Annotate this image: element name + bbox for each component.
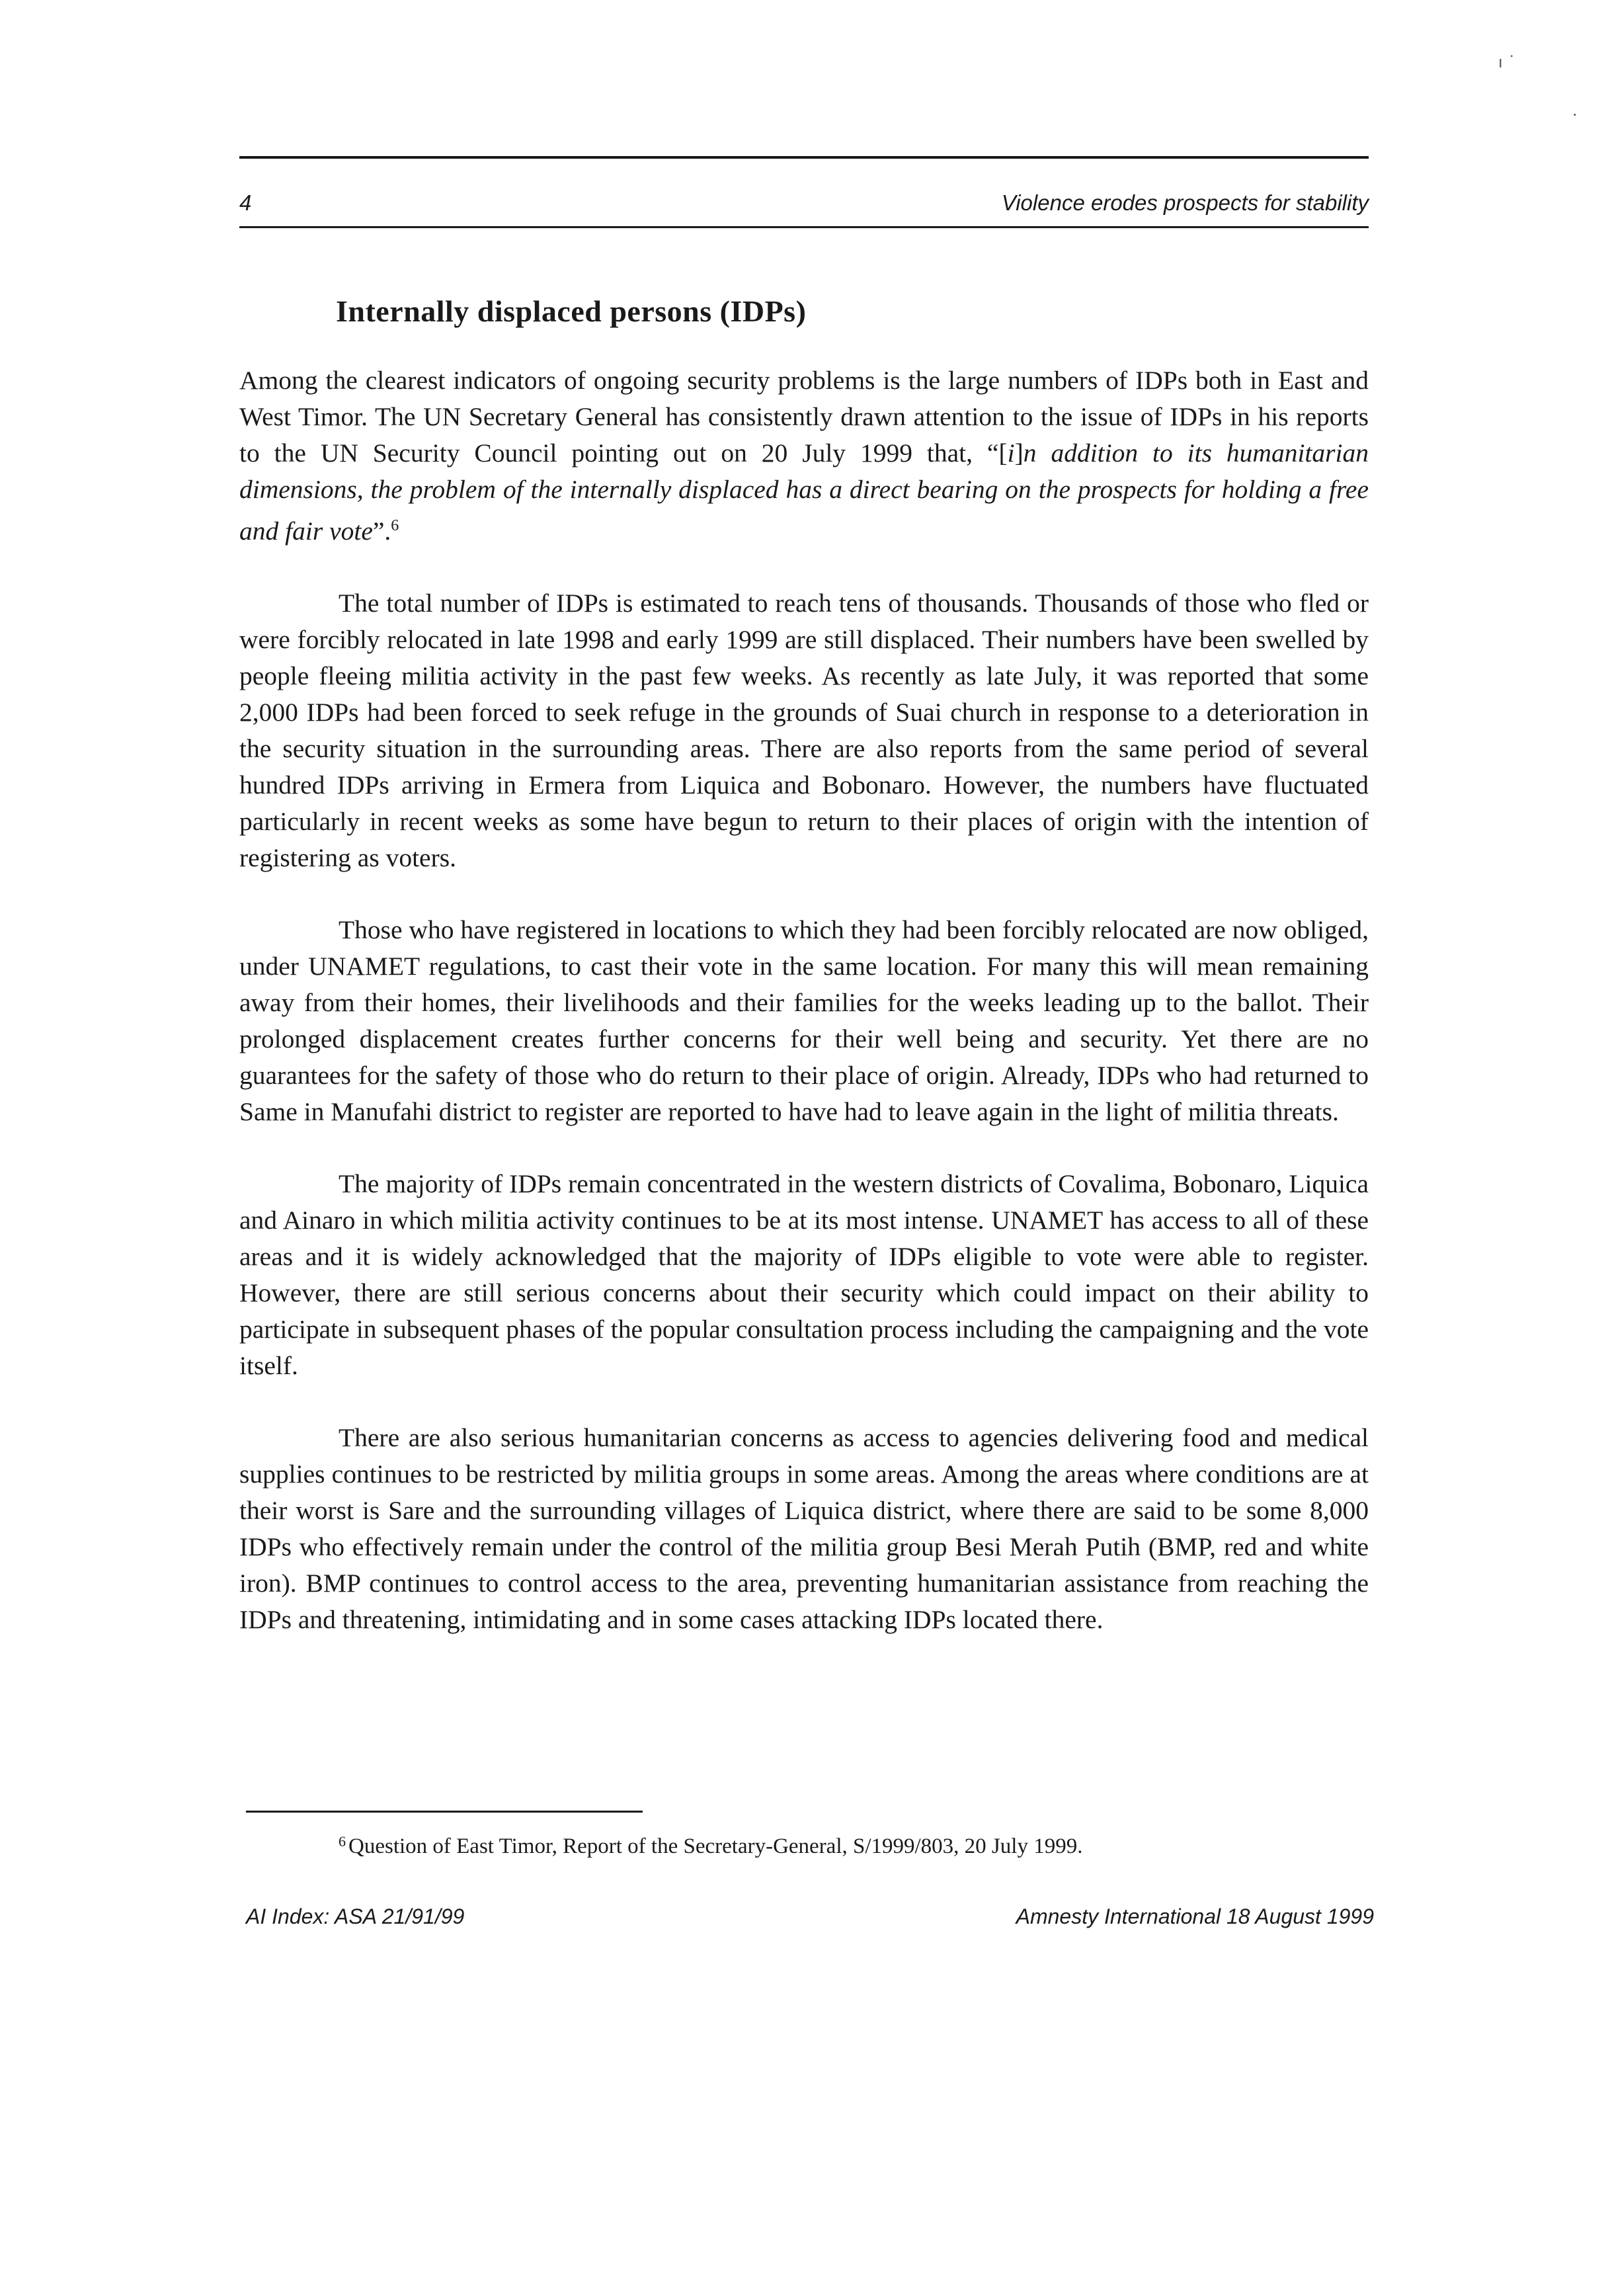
body-text (239, 362, 1369, 1674)
ai-index: AI Index: ASA 21/91/99 (246, 1905, 465, 1928)
header-bottom-rule (239, 226, 1369, 228)
scan-artifact-mark: · (1572, 106, 1578, 124)
footnote-reference: 6 (391, 517, 399, 534)
footnote-separator-rule (246, 1811, 643, 1813)
paragraph-1 (239, 362, 1369, 550)
section-heading: Internally displaced persons (IDPs) (336, 294, 807, 328)
paragraph-1-bracket: ] (1014, 438, 1024, 468)
scan-artifact-mark: ı ˙ (1498, 53, 1516, 71)
page-footer (246, 1905, 1374, 1936)
paragraph-1-italic-quote: n addition to its humanitarian dimensions, the problem of the internally displaced has a direct bearing on the prospects for holding a free and fair vote (239, 438, 1369, 546)
paragraph-2: The total number of IDPs is estimated to reach tens of thousands. Thousands of those who fled or were forcibly relocated in late 1998 and early 1999 are still displaced. Their numbers have been swelled by people fleeing militia activity in the past few weeks. As recently as late July, it was reported that some 2,000 IDPs had been forced to seek refuge in the grounds of Suai church in response to a deterioration in the security situation in the surrounding areas. There are also reports from the same period of several hundred IDPs arriving in Ermera from Liquica and Bobonaro. However, the numbers have fluctuated particularly in recent weeks as some have begun to return to their places of origin with the intention of registering as voters. (239, 589, 1369, 873)
publisher-date: Amnesty International 18 August 1999 (1016, 1905, 1374, 1928)
header-top-rule (239, 156, 1369, 159)
footnote (339, 1833, 1082, 1859)
paragraph-3: Those who have registered in locations to which they had been forcibly relocated are now obliged, under UNAMET regulations, to cast their vote in the same location. For many this will mean remaining away from their homes, their livelihoods and their families for the weeks leading up to the ballot. Their prolonged displacement creates further concerns for their well being and security. Yet there are no guarantees for the safety of those who do return to their place of origin. Already, IDPs who had returned to Same in Manufahi district to register are reported to have had to leave again in the light of militia threats. (239, 915, 1369, 1127)
footnote-number: 6 (339, 1833, 346, 1850)
page-number: 4 (239, 190, 252, 215)
running-title: Violence erodes prospects for stability (1001, 190, 1369, 215)
paragraph-1-italic-letter: i (1007, 438, 1015, 468)
footnote-text: Question of East Timor, Report of the Secretary-General, S/1999/803, 20 July 1999. (348, 1834, 1083, 1858)
page-header (239, 190, 1369, 224)
paragraph-4: The majority of IDPs remain concentrated in the western districts of Covalima, Bobonaro, Liquica and Ainaro in which militia activity continues to be at its most intense. UNAMET has access to all of these areas and it is widely acknowledged that the majority of IDPs eligible to vote were able to register. However, there are still serious concerns about their security which could impact on their ability to participate in subsequent phases of the popular consultation process including the campaigning and the vote itself. (239, 1169, 1369, 1381)
paragraph-1-closing: ”. (372, 516, 391, 546)
paragraph-5: There are also serious humanitarian concerns as access to agencies delivering food and medical supplies continues to be restricted by militia groups in some areas. Among the areas where conditions are at their worst is Sare and the surrounding villages of Liquica district, where there are said to be some 8,000 IDPs who effectively remain under the control of the militia group Besi Merah Putih (BMP, red and white iron). BMP continues to control access to the area, preventing humanitarian assistance from reaching the IDPs and threatening, intimidating and in some cases attacking IDPs located there. (239, 1423, 1369, 1635)
paragraph-1-text: Among the clearest indicators of ongoing security problems is the large numbers of IDPs both in East and West Timor. The UN Secretary General has consistently drawn attention to the issue of IDPs in his reports to the UN Security Council pointing out on 20 July 1999 that, “[ (239, 366, 1369, 468)
